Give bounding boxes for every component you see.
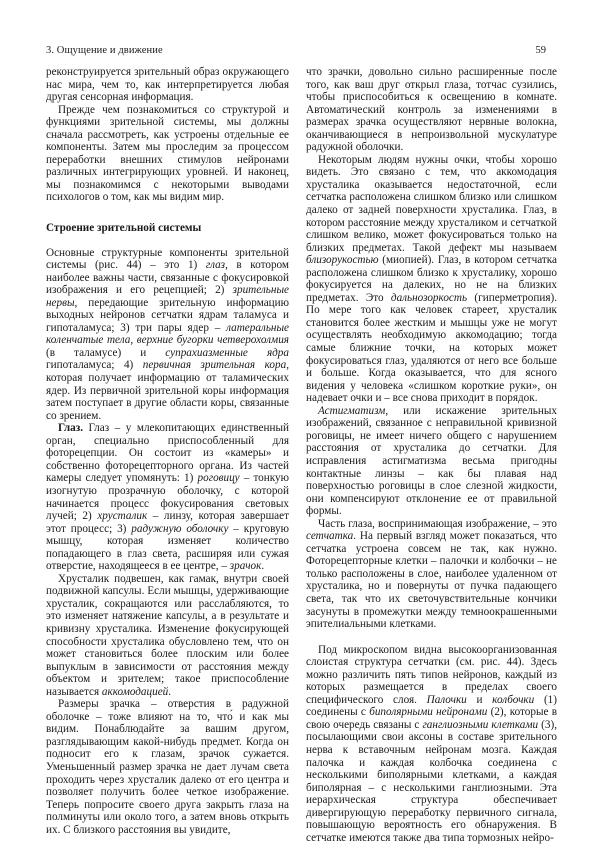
chapter-title: 3. Ощущение и движение bbox=[46, 45, 163, 56]
paragraph: Часть глаза, воспринимающая изображение, – это сетчатка. На первый взгляд может показаться, что сетчатка устроена совсем не так, как нужно. Фоторецепторные клетки – палочки и колбочки – не только расположены в слое, наиболее удаленном от хрусталика, но и повернуты от пучка падающего света, так что их светочувствительные кончики засунуты в промежутки между темноокрашенными эпителиальными клетками. bbox=[306, 517, 557, 631]
paragraph: Прежде чем познакомиться со структурой и функциями зрительной системы, мы должны сначала рассмотреть, как устроены отдельные ее компоненты. Затем мы проследим за процессом переработки внешних стимулов нейронами различных интегрирующих уровней. И наконец, мы познакомимся с некоторыми выводами психологов о том, как мы видим мир. bbox=[46, 103, 289, 204]
left-column bbox=[46, 66, 289, 836]
paragraph: реконструируется зрительный образ окружающего нас мира, чем то, как интерпретируется любая другая сенсорная информация. bbox=[46, 66, 289, 104]
paragraph: Хрусталик подвешен, как гамак, внутри своей подвижной капсулы. Если мышцы, удерживающие хрусталик, сокращаются или расслабляются, то это изменяет натяжение капсулы, а в результате и кривизну хрусталика. Изменение фокусирующей способности хрусталика обусловлено тем, что он может становиться более плоским или более выпуклым в зависимости от расстояния между объектом и зрителем; такое приспособление называется аккомодацией. bbox=[46, 572, 289, 698]
section-heading: Строение зрительной системы bbox=[46, 222, 202, 235]
page-number: 59 bbox=[535, 45, 546, 56]
right-column bbox=[306, 66, 557, 844]
paragraph: Размеры зрачка – отверстия в радужной оболочке – тоже влияют на то, что́ и как мы видим. Понаблюдайте за вашим другом, разглядывающим какой-нибудь предмет. Когда он подносит его к глазам, зрачок сужается. Уменьшенный размер зрачка не дает лучам света проходить через хрусталик далеко от его центра и позволяет получить более четкое изображение. Теперь попросите своего друга закрыть глаза на полминуты или около того, а затем вновь открыть их. С близкого расстояния вы увидите, bbox=[46, 698, 289, 836]
paragraph: Глаз. Глаз – у млекопитающих единственный орган, специально приспособленный для фоторецепции. Он состоит из «камеры» и собственно фоторецепторного органа. Из частей камеры следует упомянуть: 1) роговицу – тонкую изогнутую прозрачную оболочку, с которой начинается процесс фокусирования световых лучей; 2) хрусталик – линзу, которая завершает этот процесс; 3) радужную оболочку – круговую мышцу, которая изменяет количество попадающего в глаз света, расширяя или сужая отверстие, находящееся в ее центре, – зрачок. bbox=[46, 422, 290, 573]
paragraph: Под микроскопом видна высокоорганизованная слоистая структура сетчатки (см. рис. 44). Здесь можно различить пять типов нейронов, каждый из которых размещается в пределах своего специфического слоя. Палочки и колбочки (1) соединены с биполярными нейронами (2), которые в свою очередь связаны с ганглиозными клетками (3), посылающими свои аксоны в составе зрительного нерва к вставочным нейронам мозга. Каждая палочка и каждая колбочка соединена с несколькими биполярными клетками, а каждая биполярная – с несколькими ганглиозными. Эта иерархическая структура обеспечивает дивергирующую переработку первичного сигнала, повышающую вероятность его обнаружения. В сетчатке имеются также два типа тормозных нейро- bbox=[306, 643, 557, 844]
paragraph-gap bbox=[306, 631, 557, 644]
running-head bbox=[46, 45, 556, 59]
run-in-heading: Глаз. bbox=[58, 422, 84, 435]
paragraph: Некоторым людям нужны очки, чтобы хорошо видеть. Это связано с тем, что аккомодация хрусталика оказывается недостаточной, если сетчатка расположена слишком близко или слишком далеко от задней поверхности хрусталика. Глаз, в котором расстояние между хрусталиком и сетчаткой слишком велико, может фокусироваться только на близких предметах. Такой дефект мы называем близорукостью (миопией). Глаз, в котором сетчатка расположена слишком близко к хрусталику, хорошо фокусируется на далеких, но не на близких предметах. Это дальнозоркость (гиперметропия). По мере того как человек стареет, хрусталик становится более жестким и мышцы уже не могут осуществлять необходимую аккомодацию; тогда самые ближние точки, на которых может фокусироваться глаз, удаляются от него все больше и больше. Когда оказывается, что для ясного видения у человека «слишком короткие руки», он надевает очки и – все снова приходит в порядок. bbox=[306, 153, 557, 405]
paragraph: Основные структурные компоненты зрительной системы (рис. 44) – это 1) глаз, в котором наиболее важны части, связанные с фокусировкой изображения и его рецепцией; 2) зрительные нервы, передающие зрительную информацию выходных нейронов сетчатки ядрам таламуса и гипоталамуса; 3) три пары ядер – латеральные коленчатые тела, верхние бугорки четверохолмия (в таламусе) и супрахиазменные ядра гипоталамуса; 4) первичная зрительная кора, которая получает информацию от таламических ядер. Из первичной зрительной коры информация затем поступает в другие области коры, связанные со зрением. bbox=[46, 246, 289, 422]
paragraph: что зрачки, довольно сильно расширенные после того, как ваш друг открыл глаза, тотчас сузились, чтобы приспособиться к освещению в комнате. Автоматический контроль за изменениями в размерах зрачка осуществляют нервные волокна, оканчивающиеся в непроизвольной мускулатуре радужной оболочки. bbox=[306, 66, 557, 154]
paragraph: Астигматизм, или искажение зрительных изображений, связанное с неправильной кривизной роговицы, не имеет ничего общего с нарушением расстояния от хрусталика до сетчатки. Для исправления астигматизма весьма пригодны контактные линзы – как бы плавая над поверхностью роговицы в слое слезной жидкости, они компенсируют отклонение ее от правильной формы. bbox=[306, 404, 557, 518]
